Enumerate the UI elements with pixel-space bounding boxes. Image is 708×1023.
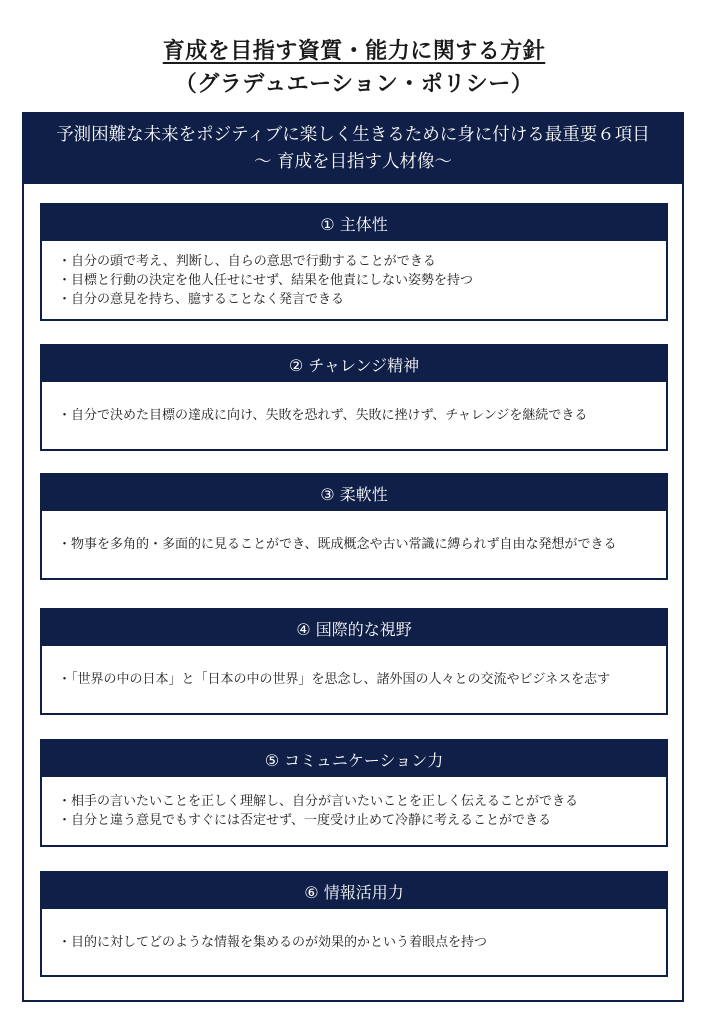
policy-box-header: [24, 114, 682, 184]
section-2-heading: ② チャレンジ精神: [42, 346, 666, 382]
section-3: [40, 473, 668, 580]
list-item: ・ 相手の言いたいことを正しく理解し、自分が言いたいことを正しく伝えることができる: [58, 792, 666, 811]
list-item: ・ 自分の意見を持ち、臆することなく発言できる: [58, 290, 666, 309]
page-title: 育成を目指す資質・能力に関する方針: [162, 39, 546, 64]
list-item: ・ 目的に対してどのような情報を集めるのが効果的かという着眼点を持つ: [58, 933, 666, 952]
list-item: ・ 自分の頭で考え、判断し、自らの意思で行動することができる: [58, 252, 666, 271]
section-4-body: [42, 646, 666, 713]
section-3-body: [42, 511, 666, 578]
section-5: [40, 739, 668, 847]
section-4-heading: ④ 国際的な視野: [42, 610, 666, 646]
section-2: [40, 344, 668, 451]
section-6-body: [42, 909, 666, 975]
list-item: ・ 自分と違う意見でもすぐには否定せず、一度受け止めて冷静に考えることができる: [58, 811, 666, 830]
policy-box: [22, 112, 684, 1002]
section-4: [40, 608, 668, 715]
list-item: ・ 「世界の中の日本」と「日本の中の世界」を思念し、諸外国の人々との交流やビジネスを志す: [58, 670, 666, 689]
section-5-body: [42, 777, 666, 845]
list-item: ・ 自分で決めた目標の達成に向け、失敗を恐れず、失敗に挫けず、チャレンジを継続できる: [58, 406, 666, 425]
list-item: ・ 目標と行動の決定を他人任せにせず、結果を他責にしない姿勢を持つ: [58, 271, 666, 290]
list-item: ・ 物事を多角的・多面的に見ることができ、既成概念や古い常識に縛られず自由な発想ができる: [58, 535, 666, 554]
section-5-heading: ⑤ コミュニケーション力: [42, 741, 666, 777]
title-block: [0, 34, 708, 98]
section-6-heading: ⑥ 情報活用力: [42, 873, 666, 909]
section-3-heading: ③ 柔軟性: [42, 475, 666, 511]
section-6: [40, 871, 668, 977]
section-1-body: [42, 241, 666, 319]
section-1: [40, 203, 668, 321]
section-2-body: [42, 382, 666, 449]
policy-box-header-line2: ～ 育成を目指す人材像～: [253, 152, 453, 172]
section-1-heading: ① 主体性: [42, 205, 666, 241]
page-subtitle: （グラデュエーション・ポリシー）: [174, 72, 534, 97]
policy-box-header-line1: 予測困難な未来をポジティブに楽しく生きるために身に付ける最重要６項目: [56, 125, 650, 145]
